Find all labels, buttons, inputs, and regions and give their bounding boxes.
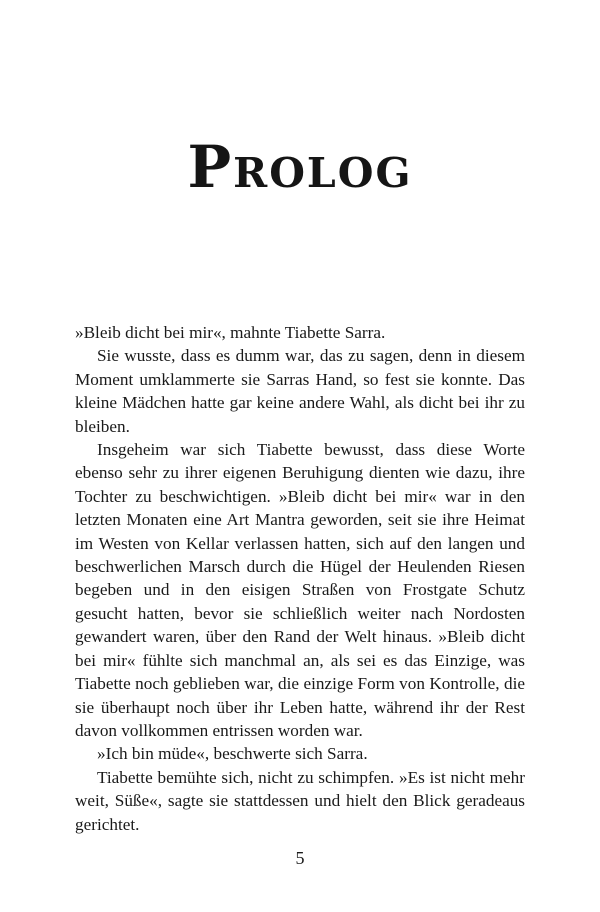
paragraph: Sie wusste, dass es dumm war, das zu sagen, denn in diesem Moment umklammerte sie Sarras Hand, so fest sie konnte. Das kleine Mädchen hatte gar keine andere Wahl, als dicht bei ihr zu bleiben. — [75, 346, 525, 436]
page-number: 5 — [295, 848, 305, 868]
paragraph: Tiabette bemühte sich, nicht zu schimpfen. »Es ist nicht mehr weit, Süße«, sagte sie stattdessen und hielt den Blick geradeaus gerichtet. — [75, 767, 525, 834]
body-text — [75, 321, 525, 836]
paragraph: »Bleib dicht bei mir«, mahnte Tiabette Sarra. — [75, 323, 386, 342]
paragraph: Insgeheim war sich Tiabette bewusst, dass diese Worte ebenso sehr zu ihrer eigenen Beruhigung dienten wie dazu, ihre Tochter zu beschwichtigen. »Bleib dicht bei mir« war in den letzten Monaten eine Art Mantra geworden, seit sie ihre Heimat im Westen von Kellar verlassen hatten, sich auf den langen und beschwerlichen Marsch durch die Hügel der Heulenden Riesen begeben und in den eisigen Straßen von Frostgate Schutz gesucht hatten, bevor sie schließlich weiter nach Nordosten gewandert waren, über den Rand der Welt hinaus. »Bleib dicht bei mir« fühlte sich manchmal an, als sei es das Einzige, was Tiabette noch geblieben war, die einzige Form von Kontrolle, die sie überhaupt noch über ihr Leben hatte, während ihr der Rest davon vollkommen entrissen worden war. — [75, 440, 525, 740]
paragraph: »Ich bin müde«, beschwerte sich Sarra. — [97, 744, 368, 764]
chapter-title: Prolog — [187, 133, 413, 201]
